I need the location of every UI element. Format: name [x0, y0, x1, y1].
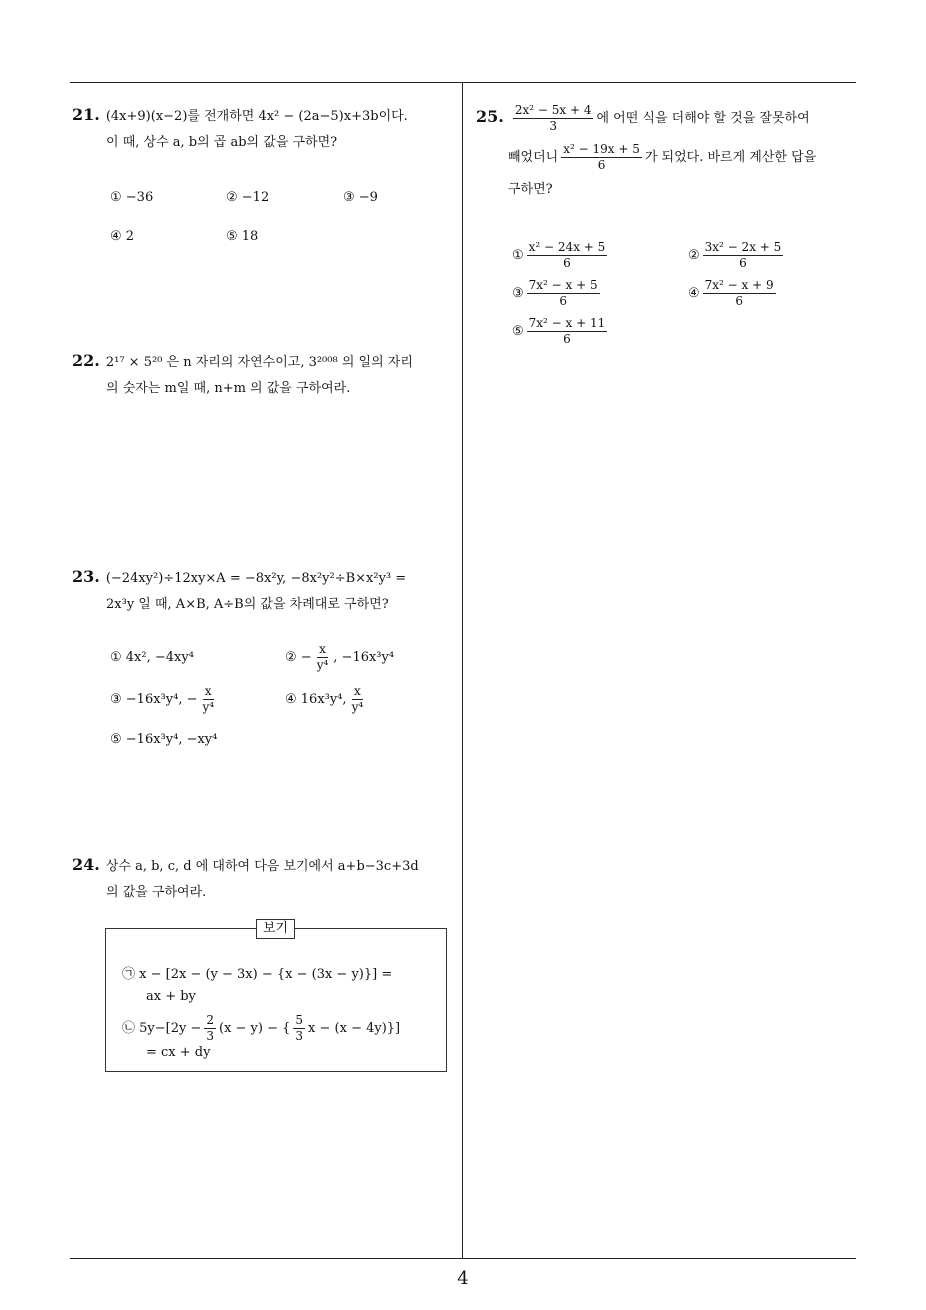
- answer-option[interactable]: ② −12: [226, 190, 270, 205]
- numerator: 7x² − x + 5: [528, 278, 598, 292]
- question-24: [72, 852, 419, 906]
- question-text: (−24xy²)÷12xy×A = −8x²y, −8x²y²÷B×x²y³ =: [105, 571, 407, 586]
- answer-option[interactable]: ④ 2: [110, 229, 135, 244]
- option-label: ⑤: [512, 324, 524, 339]
- fraction: [200, 684, 216, 715]
- question-23: [72, 564, 406, 618]
- question-text: 빼었더니: [508, 150, 559, 165]
- option-label: ④: [688, 286, 700, 301]
- answer-option[interactable]: [285, 684, 368, 715]
- bogi-item-2-cont: = cx + dy: [146, 1045, 211, 1060]
- question-number: 23.: [72, 567, 100, 586]
- denominator: 6: [597, 158, 606, 172]
- fraction: [315, 642, 331, 673]
- bogi-text: ㉡ 5y−[2y −: [122, 1021, 202, 1036]
- fraction: [703, 240, 784, 271]
- question-number: 22.: [72, 351, 100, 370]
- numerator: 3x² − 2x + 5: [704, 240, 782, 254]
- option-label: ①: [512, 248, 524, 263]
- answer-option[interactable]: [512, 278, 603, 309]
- question-text: 에 어떤 식을 더해야 할 것을 잘못하여: [596, 111, 810, 126]
- footer-rule: [70, 1258, 856, 1259]
- fraction: [513, 103, 594, 134]
- fraction: [561, 142, 642, 173]
- question-text: 상수 a, b, c, d 에 대하여 다음 보기에서 a+b−3c+3d: [105, 859, 419, 874]
- bogi-item-1-cont: ax + by: [146, 989, 196, 1004]
- numerator: x² − 24x + 5: [528, 240, 606, 254]
- denominator: 6: [559, 294, 567, 308]
- option-text: ③ −16x³y⁴, −: [110, 692, 198, 707]
- answer-option[interactable]: ⑤ −16x³y⁴, −xy⁴: [110, 732, 218, 747]
- option-text: , −16x³y⁴: [333, 650, 395, 665]
- fraction: [527, 316, 608, 347]
- option-text: ② −: [285, 650, 312, 665]
- denominator: 6: [735, 294, 743, 308]
- question-text: 의 값을 구하여라.: [106, 885, 207, 900]
- question-number: 25.: [476, 107, 504, 126]
- numerator: x: [319, 642, 326, 656]
- answer-option[interactable]: [688, 278, 779, 309]
- answer-option[interactable]: [285, 642, 394, 673]
- option-text: ④ 16x³y⁴,: [285, 692, 347, 707]
- fraction: [527, 278, 600, 309]
- answer-option[interactable]: ① −36: [110, 190, 154, 205]
- bogi-item-2: [122, 1013, 400, 1044]
- fraction: [703, 278, 776, 309]
- denominator: 6: [563, 256, 571, 270]
- answer-option[interactable]: [110, 684, 219, 715]
- numerator: 2x² − 5x + 4: [514, 103, 592, 117]
- fraction: [293, 1013, 305, 1044]
- option-label: ②: [688, 248, 700, 263]
- denominator: 3: [295, 1029, 304, 1043]
- question-number: 21.: [72, 105, 100, 124]
- numerator: 7x² − x + 11: [528, 316, 606, 330]
- denominator: y⁴: [351, 700, 364, 714]
- page-number: 4: [457, 1268, 469, 1289]
- bogi-text: (x − y) − {: [219, 1021, 291, 1036]
- denominator: 6: [563, 332, 571, 346]
- fraction: [204, 1013, 216, 1044]
- question-22: [72, 348, 413, 402]
- question-25: [476, 102, 816, 205]
- option-label: ③: [512, 286, 524, 301]
- question-text: 이 때, 상수 a, b의 곱 ab의 값을 구하면?: [106, 135, 338, 150]
- bogi-box: [105, 921, 447, 1072]
- answer-option[interactable]: ① 4x², −4xy⁴: [110, 650, 194, 665]
- question-text: 가 되었다. 바르게 계산한 답을: [644, 150, 817, 165]
- question-text: 2x³y 일 때, A×B, A÷B의 값을 차례대로 구하면?: [106, 597, 389, 612]
- fraction: [527, 240, 608, 271]
- question-text: 2¹⁷ × 5²⁰ 은 n 자리의 자연수이고, 3²⁰⁰⁸ 의 일의 자리: [105, 355, 413, 370]
- numerator: 7x² − x + 9: [704, 278, 774, 292]
- question-text: 의 숫자는 m일 때, n+m 의 값을 구하여라.: [106, 381, 351, 396]
- numerator: 5: [295, 1013, 304, 1027]
- denominator: 6: [739, 256, 747, 270]
- numerator: 2: [206, 1013, 214, 1027]
- denominator: y⁴: [202, 700, 215, 714]
- denominator: 3: [549, 119, 557, 133]
- numerator: x: [204, 684, 212, 698]
- header-rule: [70, 82, 856, 83]
- answer-option[interactable]: ⑤ 18: [226, 229, 259, 244]
- denominator: y⁴: [316, 658, 329, 672]
- answer-option[interactable]: ③ −9: [343, 190, 378, 205]
- bogi-title: 보기: [256, 919, 295, 939]
- question-21: [72, 102, 408, 156]
- fraction: [350, 684, 366, 715]
- numerator: x: [353, 684, 361, 698]
- denominator: 3: [206, 1029, 214, 1043]
- answer-option[interactable]: [512, 240, 610, 271]
- bogi-item-1: ㉠ x − [2x − (y − 3x) − {x − (3x − y)}] =: [122, 967, 393, 982]
- column-divider: [462, 82, 463, 1258]
- numerator: x² − 19x + 5: [563, 142, 640, 156]
- answer-option[interactable]: [688, 240, 786, 271]
- bogi-text: x − (x − 4y)}]: [308, 1021, 401, 1036]
- question-text: 구하면?: [508, 182, 553, 197]
- answer-option[interactable]: [512, 316, 610, 347]
- question-number: 24.: [72, 855, 100, 874]
- question-text: (4x+9)(x−2)를 전개하면 4x² − (2a−5)x+3b이다.: [105, 109, 408, 124]
